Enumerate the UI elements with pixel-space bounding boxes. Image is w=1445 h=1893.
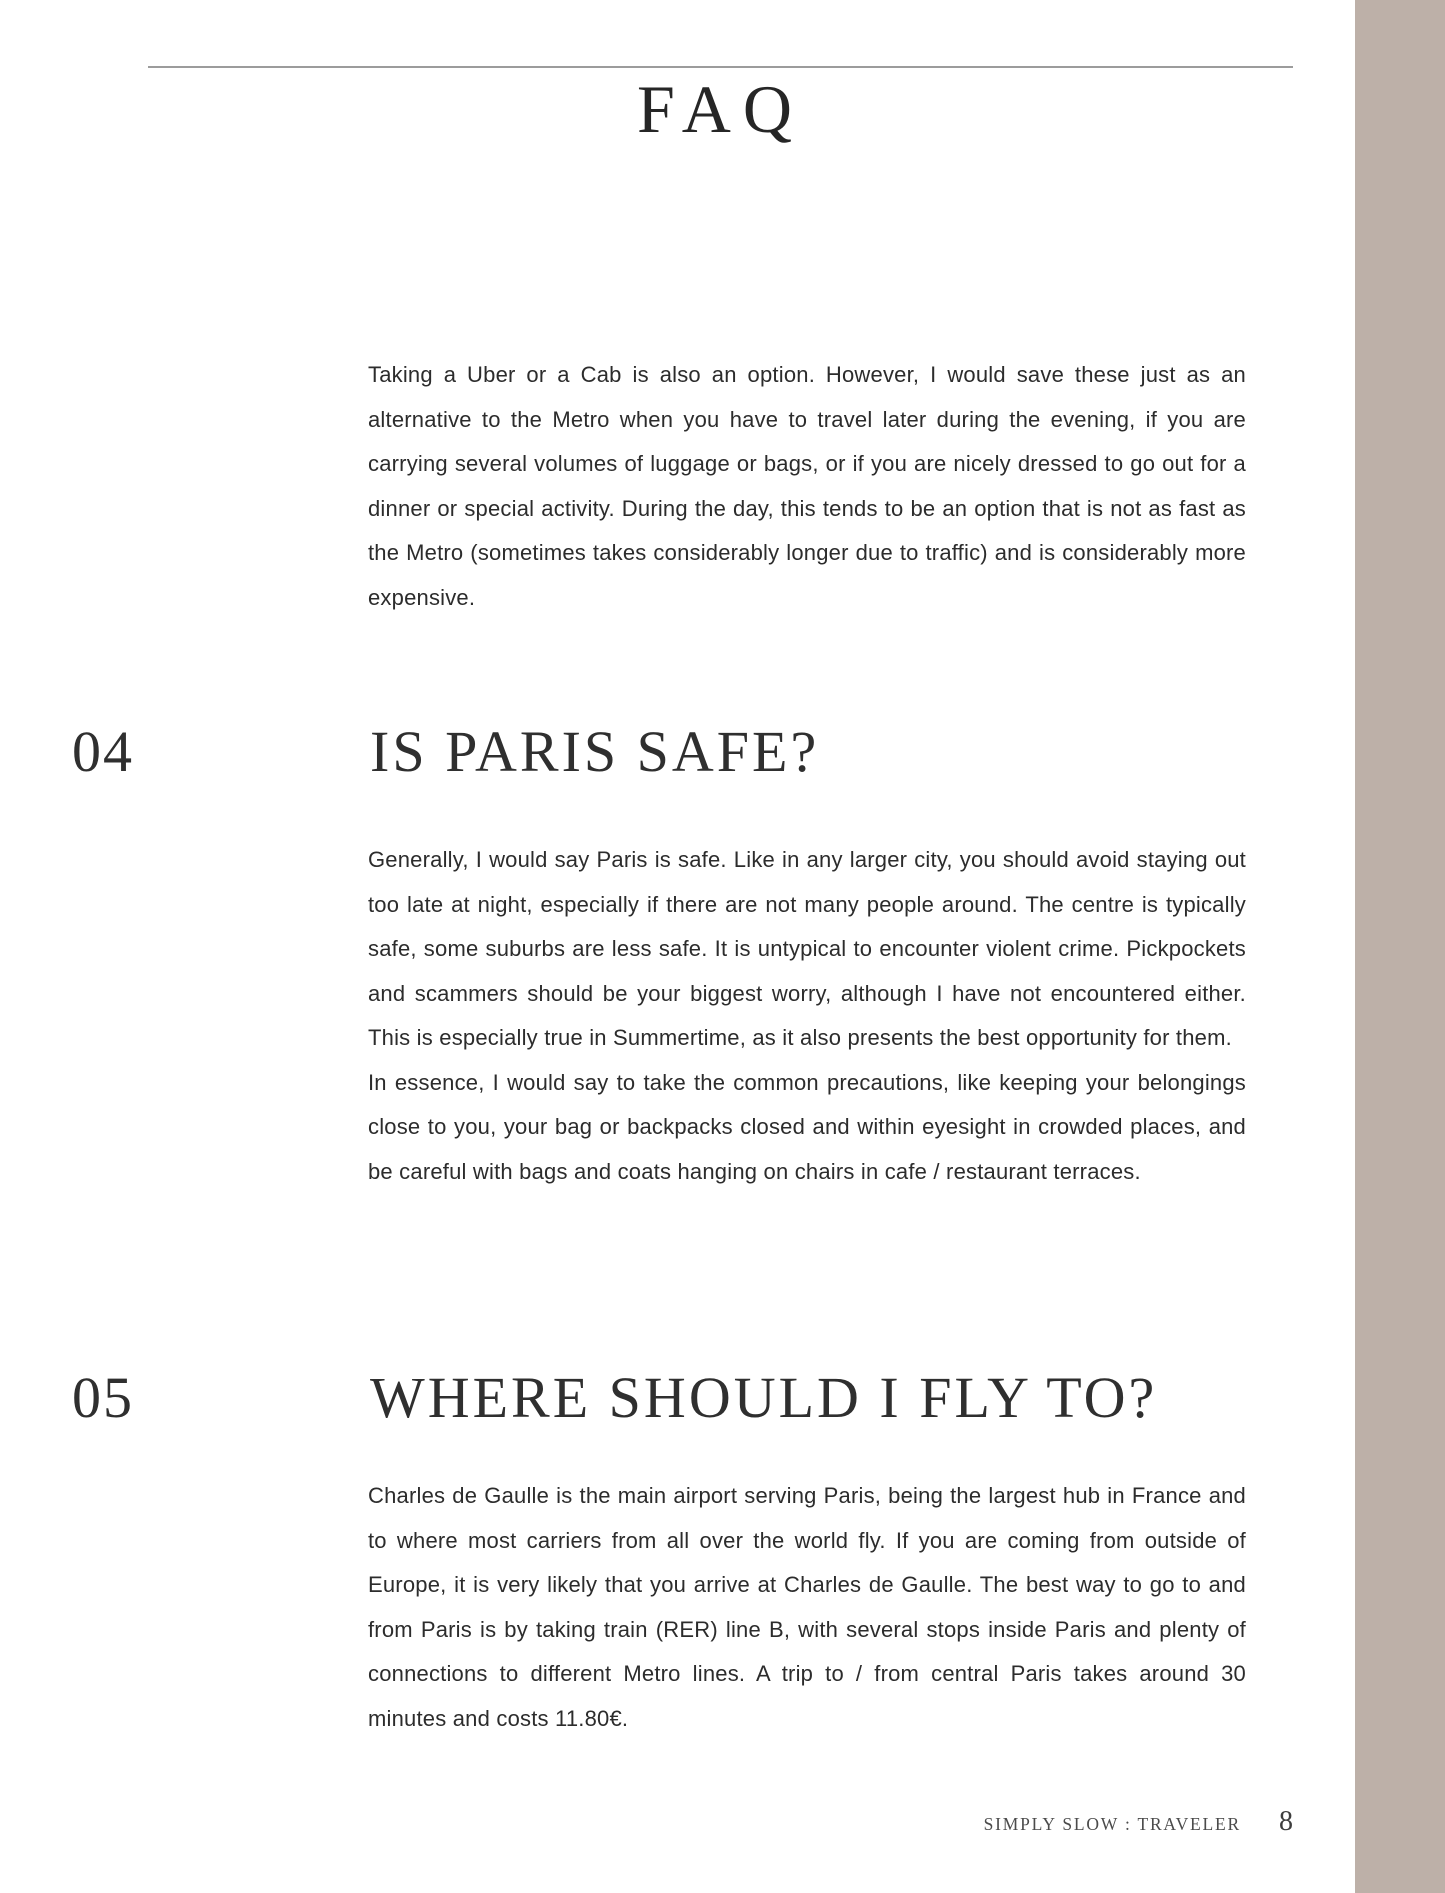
section-04-body-block bbox=[368, 838, 1246, 1194]
page-title: FAQ bbox=[637, 71, 804, 147]
section-05-number: 05 bbox=[72, 1365, 134, 1430]
section-04-title: IS PARIS SAFE? bbox=[370, 719, 820, 784]
header-divider-rule bbox=[148, 66, 1293, 68]
intro-paragraph-block bbox=[368, 353, 1246, 620]
section-04-paragraph-1: Generally, I would say Paris is safe. Like in any larger city, you should avoid staying out too late at night, especially if there are not many people around. The centre is typically safe, some suburbs are less safe. It is untypical to encounter violent crime. Pickpockets and scammers should be your biggest worry, although I have not encountered either. This is especially true in Summertime, as it also presents the best opportunity for them. bbox=[368, 847, 1246, 1050]
right-accent-bar bbox=[1355, 0, 1445, 1893]
section-05-body-block bbox=[368, 1474, 1246, 1741]
section-04-paragraph-2: In essence, I would say to take the common precautions, like keeping your belongings close to you, your bag or backpacks closed and within eyesight in crowded places, and be careful with bags and coats hanging on chairs in cafe / restaurant terraces. bbox=[368, 1069, 1246, 1184]
page-footer bbox=[0, 1806, 1293, 1838]
footer-brand-text: SIMPLY SLOW : TRAVELER bbox=[983, 1814, 1241, 1834]
section-05-title: WHERE SHOULD I FLY TO? bbox=[370, 1365, 1158, 1430]
section-05-paragraph-1: Charles de Gaulle is the main airport serving Paris, being the largest hub in France and to where most carriers from all over the world fly. If you are coming from outside of Europe, it is very likely that you arrive at Charles de Gaulle. The best way to go to and from Paris is by taking train (RER) line B, with several stops inside Paris and plenty of connections to different Metro lines. A trip to / from central Paris takes around 30 minutes and costs 11.80€. bbox=[368, 1483, 1246, 1731]
intro-paragraph-text: Taking a Uber or a Cab is also an option. However, I would save these just as an alternative to the Metro when you have to travel later during the evening, if you are carrying several volumes of luggage or bags, or if you are nicely dressed to go out for a dinner or special activity. During the day, this tends to be an option that is not as fast as the Metro (sometimes takes considerably longer due to traffic) and is considerably more expensive. bbox=[368, 362, 1246, 610]
footer-page-number: 8 bbox=[1279, 1806, 1293, 1837]
section-04-number: 04 bbox=[72, 719, 134, 784]
